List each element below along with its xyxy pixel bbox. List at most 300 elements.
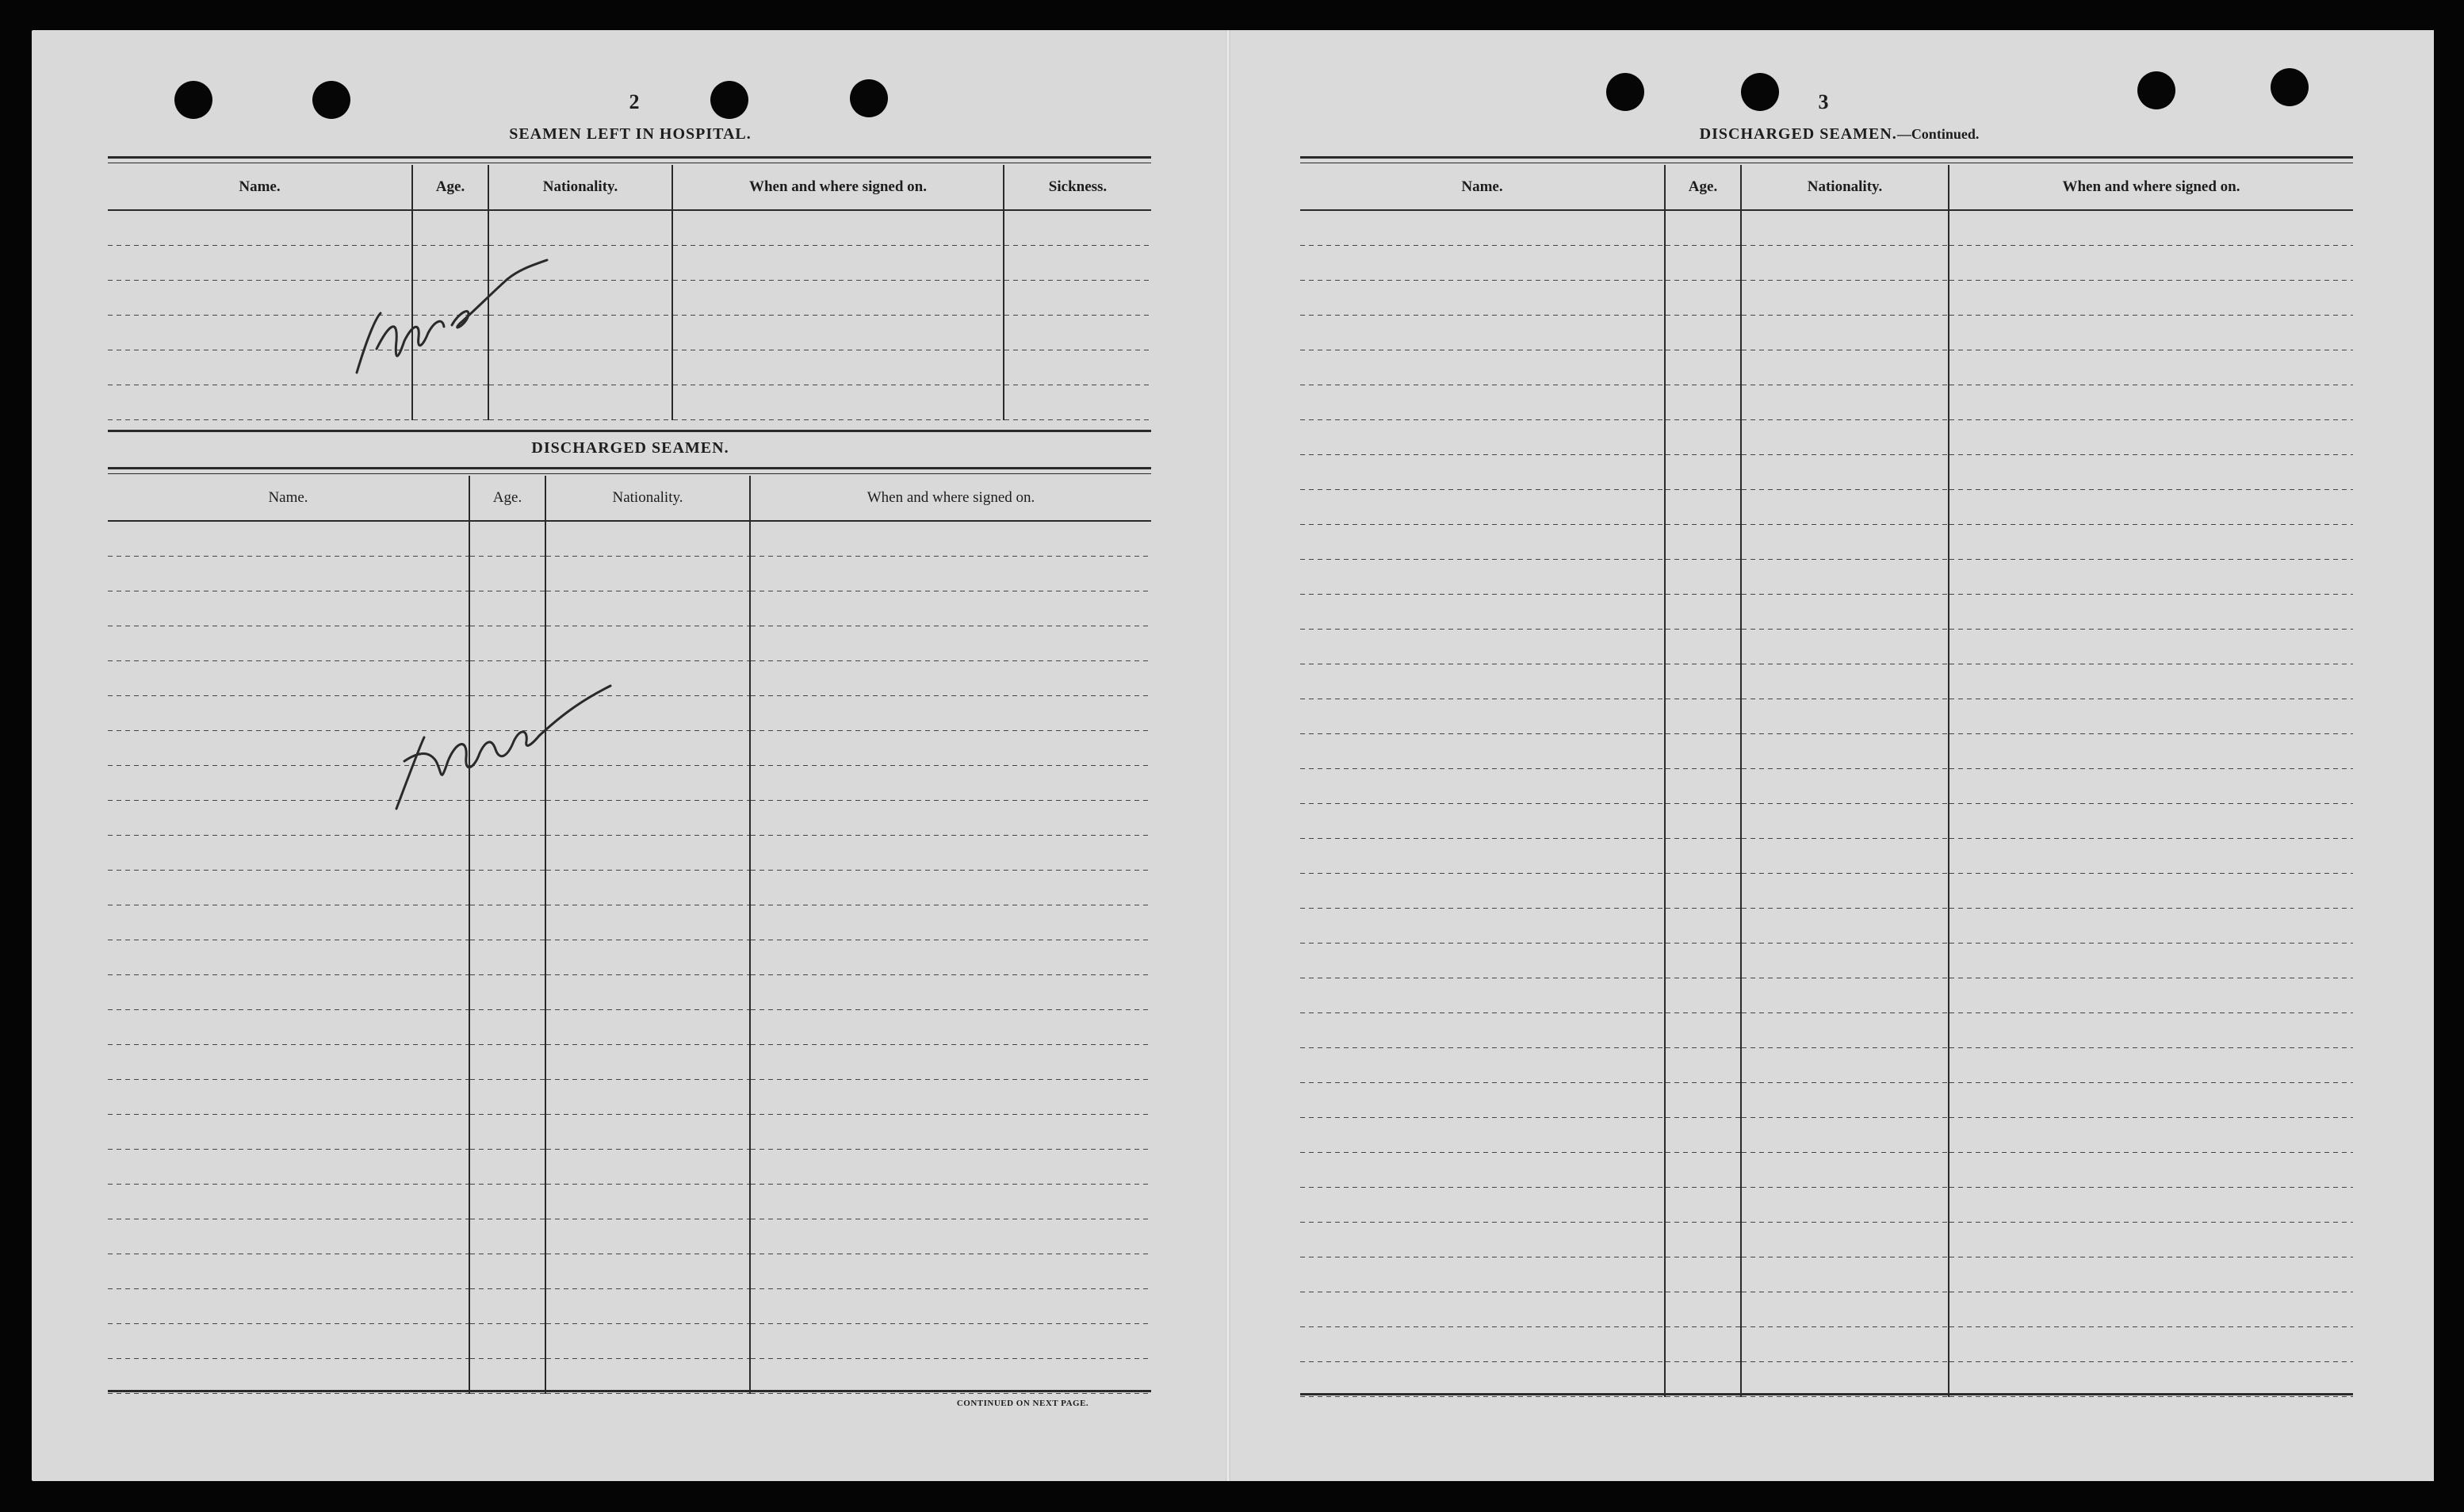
table-cell [1741,350,1949,385]
table-cell [469,836,545,871]
table-cell [1741,769,1949,804]
table-cell [108,696,469,731]
table-cell [108,1150,469,1185]
table-cell [1300,246,1665,281]
discharged-top-rule [108,467,1151,469]
hospital-col-1: Age. [412,165,488,210]
table-cell [1300,1048,1665,1083]
table-cell [1300,420,1665,455]
table-cell [1300,839,1665,874]
table-cell [1949,1118,2353,1153]
table-cell [469,1254,545,1289]
table-cell [750,801,1151,836]
table-cell [1665,909,1741,944]
table-cell [1741,490,1949,525]
table-cell [1665,281,1741,316]
table-cell [412,350,488,385]
table-cell [108,246,412,281]
table-cell [1741,734,1949,769]
table-cell [1300,316,1665,350]
table-row [108,281,1151,316]
table-row [1300,1188,2353,1223]
table-cell [1004,246,1151,281]
table-cell [545,626,750,661]
table-row [1300,874,2353,909]
table-cell [108,1289,469,1324]
table-cell [1949,944,2353,978]
table-cell [108,1010,469,1045]
continued-col-0: Name. [1300,165,1665,210]
table-cell [1741,385,1949,420]
table-cell [1741,1223,1949,1257]
table-cell [1665,455,1741,490]
table-row [108,350,1151,385]
discharged-col-1: Age. [469,476,545,521]
table-cell [1741,281,1949,316]
table-cell [1741,664,1949,699]
table-cell [108,210,412,246]
table-row [108,385,1151,420]
table-cell [1300,630,1665,664]
table-cell [1665,1327,1741,1362]
table-cell [1665,630,1741,664]
table-row [1300,316,2353,350]
table-cell [1949,909,2353,944]
table-cell [750,1254,1151,1289]
table-cell [545,661,750,696]
table-cell [1665,420,1741,455]
table-cell [1741,978,1949,1013]
table-cell [545,1289,750,1324]
discharged-col-0: Name. [108,476,469,521]
table-cell [545,1080,750,1115]
table-cell [1949,246,2353,281]
table-cell [1949,734,2353,769]
table-cell [1300,1223,1665,1257]
table-row [1300,1118,2353,1153]
continued-col-1: Age. [1665,165,1741,210]
punch-hole [850,79,888,117]
table-cell [1300,734,1665,769]
table-cell [1665,734,1741,769]
table-row [1300,978,2353,1013]
table-cell [1949,630,2353,664]
table-cell [1300,281,1665,316]
table-row [1300,455,2353,490]
table-cell [1004,316,1151,350]
table-cell [412,385,488,420]
table-cell [1741,909,1949,944]
hospital-top-rule [108,156,1151,159]
hospital-table [108,165,1151,420]
table-cell [545,940,750,975]
table-row [108,1219,1151,1254]
table-row [1300,595,2353,630]
table-row [108,975,1151,1010]
table-cell [1665,1013,1741,1048]
table-cell [469,905,545,940]
table-cell [1741,316,1949,350]
table-cell [1741,804,1949,839]
table-cell [545,591,750,626]
table-row [1300,1048,2353,1083]
table-cell [108,557,469,591]
table-cell [108,905,469,940]
table-cell [750,1010,1151,1045]
table-cell [412,281,488,316]
table-cell [1949,210,2353,246]
table-cell [469,1115,545,1150]
table-cell [108,766,469,801]
table-cell [1949,1292,2353,1327]
table-row [1300,1013,2353,1048]
table-cell [1741,210,1949,246]
table-cell [1949,560,2353,595]
table-cell [1949,804,2353,839]
table-cell [1300,1083,1665,1118]
punch-hole [1741,73,1779,111]
table-cell [1300,804,1665,839]
table-cell [108,1185,469,1219]
table-cell [1741,839,1949,874]
table-cell [108,940,469,975]
table-cell [1741,1048,1949,1083]
table-cell [545,731,750,766]
table-cell [1004,385,1151,420]
discharged-header-row [108,476,1151,521]
table-cell [1949,350,2353,385]
table-row [1300,1257,2353,1292]
table-cell [1300,1362,1665,1397]
table-row [108,1185,1151,1219]
table-cell [1741,455,1949,490]
hospital-col-2: Nationality. [488,165,672,210]
table-cell [1741,699,1949,734]
table-cell [1949,839,2353,874]
punch-hole [710,81,748,119]
table-cell [545,1115,750,1150]
table-cell [1665,1118,1741,1153]
table-cell [412,210,488,246]
punch-hole [174,81,212,119]
table-row [108,246,1151,281]
table-cell [545,521,750,557]
table-cell [488,316,672,350]
table-cell [545,1010,750,1045]
table-cell [545,1045,750,1080]
table-row [108,1010,1151,1045]
table-cell [469,696,545,731]
continued-bottom-rule [1300,1393,2353,1395]
table-row [108,591,1151,626]
table-row [1300,944,2353,978]
table-cell [1949,1048,2353,1083]
table-cell [1300,699,1665,734]
table-cell [1300,909,1665,944]
table-cell [1949,1083,2353,1118]
table-cell [1300,944,1665,978]
table-cell [1741,246,1949,281]
table-cell [1741,595,1949,630]
table-cell [1665,1223,1741,1257]
table-cell [1300,769,1665,804]
table-cell [750,905,1151,940]
table-cell [469,1185,545,1219]
table-cell [750,731,1151,766]
table-cell [1300,210,1665,246]
table-cell [1665,246,1741,281]
table-row [1300,804,2353,839]
table-cell [1741,1292,1949,1327]
table-row [108,1359,1151,1394]
table-cell [1665,595,1741,630]
table-cell [672,210,1004,246]
table-cell [1665,1188,1741,1223]
table-cell [1741,944,1949,978]
table-row [108,1289,1151,1324]
table-cell [1665,664,1741,699]
discharged-top-rule-2 [108,473,1151,474]
table-cell [469,940,545,975]
table-cell [1741,1083,1949,1118]
table-cell [750,1219,1151,1254]
table-cell [1665,490,1741,525]
table-cell [488,350,672,385]
table-cell [1665,978,1741,1013]
table-cell [1300,874,1665,909]
table-row [1300,839,2353,874]
table-cell [750,1359,1151,1394]
table-row [1300,420,2353,455]
table-row [108,940,1151,975]
table-cell [750,1185,1151,1219]
table-cell [469,626,545,661]
table-cell [1300,664,1665,699]
table-cell [1665,699,1741,734]
table-cell [108,1254,469,1289]
table-cell [545,975,750,1010]
discharged-bottom-rule [108,1390,1151,1392]
table-cell [469,521,545,557]
table-cell [488,281,672,316]
table-cell [1949,1223,2353,1257]
table-cell [1741,1118,1949,1153]
continued-note: CONTINUED ON NEXT PAGE. [956,1399,1089,1408]
table-cell [108,1359,469,1394]
table-cell [108,975,469,1010]
table-cell [1741,1153,1949,1188]
hospital-bottom-rule [108,430,1151,432]
table-cell [469,1219,545,1254]
table-cell [545,766,750,801]
table-cell [750,836,1151,871]
table-cell [469,1150,545,1185]
table-row [108,1080,1151,1115]
table-cell [1665,944,1741,978]
discharged-col-3: When and where signed on. [750,476,1151,521]
table-cell [108,731,469,766]
table-cell [1741,525,1949,560]
page-number-right: 3 [1818,90,1829,113]
discharged-continued-title [1617,125,2061,144]
table-cell [469,1080,545,1115]
table-cell [108,316,412,350]
table-cell [1949,1153,2353,1188]
table-row [108,801,1151,836]
table-cell [1949,316,2353,350]
table-row [108,905,1151,940]
table-cell [1004,210,1151,246]
table-cell [1300,350,1665,385]
table-cell [1741,1013,1949,1048]
punch-hole [1606,73,1644,111]
table-row [1300,1292,2353,1327]
table-cell [545,1185,750,1219]
table-cell [545,1324,750,1359]
table-cell [108,1115,469,1150]
table-cell [1300,1327,1665,1362]
table-cell [1300,385,1665,420]
table-cell [545,1359,750,1394]
table-cell [545,905,750,940]
table-cell [1300,1188,1665,1223]
table-cell [1665,769,1741,804]
table-row [1300,1223,2353,1257]
table-cell [672,385,1004,420]
table-cell [1665,1292,1741,1327]
table-row [1300,734,2353,769]
table-cell [1300,560,1665,595]
table-cell [1949,385,2353,420]
table-cell [108,350,412,385]
table-cell [1949,420,2353,455]
table-cell [1949,455,2353,490]
table-cell [545,836,750,871]
table-cell [469,1010,545,1045]
table-cell [1300,595,1665,630]
punch-hole [2271,68,2309,106]
table-cell [1665,316,1741,350]
table-cell [545,801,750,836]
table-row [108,210,1151,246]
table-cell [750,1045,1151,1080]
table-cell [1741,630,1949,664]
table-cell [545,696,750,731]
table-cell [1665,1153,1741,1188]
table-cell [108,385,412,420]
table-row [1300,210,2353,246]
table-cell [545,1219,750,1254]
continued-col-3: When and where signed on. [1949,165,2353,210]
table-row [108,1115,1151,1150]
table-cell [1949,699,2353,734]
table-row [1300,1362,2353,1397]
table-cell [672,316,1004,350]
table-cell [1665,839,1741,874]
table-cell [750,661,1151,696]
table-row [1300,246,2353,281]
table-cell [108,871,469,905]
table-cell [488,210,672,246]
table-cell [469,871,545,905]
table-cell [1949,769,2353,804]
table-cell [1300,490,1665,525]
table-cell [108,661,469,696]
table-cell [1300,455,1665,490]
table-cell [750,521,1151,557]
table-cell [1741,420,1949,455]
table-cell [1949,525,2353,560]
table-cell [108,1045,469,1080]
table-cell [545,557,750,591]
table-cell [750,1150,1151,1185]
table-cell [1665,1083,1741,1118]
table-row [108,696,1151,731]
table-cell [1665,385,1741,420]
table-cell [672,350,1004,385]
table-row [108,626,1151,661]
table-row [1300,664,2353,699]
table-cell [1300,978,1665,1013]
table-row [1300,1153,2353,1188]
table-cell [750,871,1151,905]
table-row [1300,525,2353,560]
table-cell [469,661,545,696]
table-cell [488,246,672,281]
hospital-col-4: Sickness. [1004,165,1151,210]
table-row [1300,769,2353,804]
table-cell [1004,281,1151,316]
table-row [1300,490,2353,525]
punch-hole [312,81,350,119]
page-gutter [1226,30,1230,1481]
table-row [1300,281,2353,316]
table-cell [672,246,1004,281]
table-cell [1665,1362,1741,1397]
punch-hole [2137,71,2175,109]
table-row [108,557,1151,591]
continued-top-rule [1300,156,2353,159]
table-row [108,836,1151,871]
table-cell [469,557,545,591]
table-cell [1665,804,1741,839]
table-cell [1949,664,2353,699]
table-cell [1949,874,2353,909]
table-cell [545,1254,750,1289]
hospital-section-title: SEAMEN LEFT IN HOSPITAL. [509,125,752,143]
table-row [108,871,1151,905]
table-cell [412,316,488,350]
table-cell [545,1150,750,1185]
table-cell [108,801,469,836]
table-cell [469,1324,545,1359]
table-cell [488,385,672,420]
table-cell [469,591,545,626]
continued-header-row [1300,165,2353,210]
table-cell [108,521,469,557]
table-cell [1741,560,1949,595]
table-cell [469,731,545,766]
table-cell [1949,1257,2353,1292]
table-cell [1300,1118,1665,1153]
table-cell [750,975,1151,1010]
table-cell [750,626,1151,661]
table-cell [469,801,545,836]
table-cell [545,871,750,905]
table-cell [1741,1188,1949,1223]
table-cell [108,591,469,626]
table-cell [469,975,545,1010]
